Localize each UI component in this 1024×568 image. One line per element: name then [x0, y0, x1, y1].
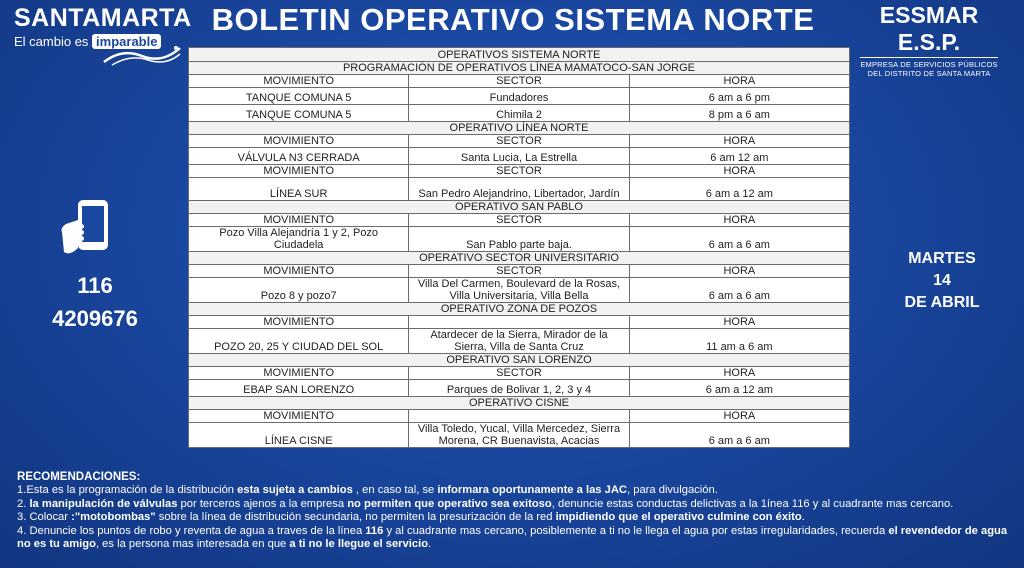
recommendation-text: sobre la línea de distribución secundaria, no permiten la presurización de la red [155, 511, 556, 524]
essmar-logo [850, 2, 1008, 78]
cell-movimiento: LÍNEA CISNE [189, 423, 409, 448]
table-row [189, 148, 850, 165]
header-sector [409, 410, 629, 423]
table-row [189, 278, 850, 303]
santamarta-brand: SANTAMARTA [14, 4, 192, 32]
header-movimiento: MOVIMIENTO [189, 367, 409, 380]
contact-phone-number: 4209676 [52, 306, 138, 331]
cell-sector: Villa Toledo, Yucal, Villa Mercedez, Sierra Morena, CR Buenavista, Acacias [409, 423, 629, 448]
cell-sector: Fundadores [409, 88, 629, 105]
recommendation-text: por terceros ajenos a la empresa [177, 497, 348, 510]
recommendations [17, 471, 1011, 551]
header-sector: SECTOR [409, 214, 629, 227]
recommendation-item [17, 525, 1011, 552]
recommendation-text: y al cuadrante mas cercano, posiblemente a ti no le llega el agua por estas irregularidades, recuerda [383, 524, 889, 537]
section-row [189, 62, 850, 75]
cell-hora: 6 am a 6 am [629, 227, 849, 252]
recommendation-item [17, 511, 1011, 524]
recommendation-emphasis: el revendedor de agua no es tu amigo [17, 524, 1008, 551]
recommendation-text: , es la persona mas interesada en que [95, 538, 290, 551]
header-movimiento: MOVIMIENTO [189, 265, 409, 278]
table-row [189, 105, 850, 122]
column-header-row [189, 367, 850, 380]
cell-movimiento: VÁLVULA N3 CERRADA [189, 148, 409, 165]
date-month: DE ABRIL [904, 294, 980, 311]
section-row [189, 201, 850, 214]
recommendation-emphasis: a ti no le llegue el servicio [289, 538, 429, 551]
cell-movimiento: TANQUE COMUNA 5 [189, 105, 409, 122]
header-hora: HORA [629, 214, 849, 227]
header-hora: HORA [629, 316, 849, 329]
column-header-row [189, 316, 850, 329]
section-title: OPERATIVO SAN LORENZO [189, 354, 850, 367]
section-row [189, 354, 850, 367]
cell-hora: 6 am a 6 am [629, 278, 849, 303]
date-number: 14 [933, 272, 951, 289]
header-sector: SECTOR [409, 265, 629, 278]
table-title-row [189, 48, 850, 62]
cell-movimiento: TANQUE COMUNA 5 [189, 88, 409, 105]
recommendation-emphasis: no permiten que operativo sea exitoso [347, 497, 552, 510]
header-movimiento: MOVIMIENTO [189, 135, 409, 148]
header-sector: SECTOR [409, 135, 629, 148]
header-hora: HORA [629, 135, 849, 148]
header-hora: HORA [629, 165, 849, 178]
header-sector: SECTOR [409, 367, 629, 380]
page-title: BOLETIN OPERATIVO SISTEMA NORTE [211, 2, 815, 37]
table-row [189, 88, 850, 105]
cell-movimiento: POZO 20, 25 Y CIUDAD DEL SOL [189, 329, 409, 354]
header-sector [409, 316, 629, 329]
cell-hora: 11 am a 6 am [629, 329, 849, 354]
table-row [189, 227, 850, 252]
column-header-row [189, 75, 850, 88]
cell-movimiento: Pozo 8 y pozo7 [189, 278, 409, 303]
section-title: OPERATIVO SAN PABLO [189, 201, 850, 214]
table-row [189, 380, 850, 397]
recommendation-emphasis: informara oportunamente a las JAC [437, 484, 627, 497]
recommendation-text: , en caso tal, se [352, 484, 438, 497]
recommendation-item [17, 498, 1011, 511]
header-hora: HORA [629, 367, 849, 380]
contact-line-number: 116 [77, 273, 113, 298]
table-row [189, 329, 850, 354]
recommendation-text: . [801, 511, 805, 524]
section-row [189, 303, 850, 316]
recommendations-heading: RECOMENDACIONES: [17, 471, 141, 483]
recommendation-text: . [428, 538, 432, 551]
recommendation-emphasis: la manipulación de válvulas [29, 497, 178, 510]
column-header-row [189, 265, 850, 278]
table-title: OPERATIVOS SISTEMA NORTE [189, 48, 850, 62]
column-header-row [189, 214, 850, 227]
cell-hora: 6 am a 12 am [629, 380, 849, 397]
essmar-subtitle-2: DEL DISTRITO DE SANTA MARTA [867, 69, 991, 78]
table-row [189, 178, 850, 201]
recommendation-emphasis: :"motobombas" [71, 511, 156, 524]
recommendation-text: 4. Denuncie los puntos de robo y reventa de agua a traves de la línea [17, 524, 366, 537]
cell-hora: 6 am 12 am [629, 148, 849, 165]
cell-hora: 6 am a 6 am [629, 423, 849, 448]
header-movimiento: MOVIMIENTO [189, 316, 409, 329]
column-header-row [189, 410, 850, 423]
cell-sector: Parques de Bolivar 1, 2, 3 y 4 [409, 380, 629, 397]
header-hora: HORA [629, 265, 849, 278]
phone-hand-icon [58, 198, 118, 260]
recommendation-emphasis: impidiendo que el operativo culmine con éxito [555, 511, 802, 524]
cell-hora: 6 am a 12 am [629, 178, 849, 201]
section-row [189, 252, 850, 265]
date-day: MARTES [908, 250, 976, 267]
cell-hora: 6 am a 6 pm [629, 88, 849, 105]
essmar-subtitle-1: EMPRESA DE SERVICIOS PÚBLICOS [860, 60, 998, 69]
tagline-prefix: El cambio es [14, 34, 89, 49]
header-hora: HORA [629, 410, 849, 423]
recommendation-text: , denuncie estas conductas delictivas a la 1ínea 116 y al cuadrante mas cercano. [551, 497, 954, 510]
section-title: OPERATIVO CISNE [189, 397, 850, 410]
cell-sector: Chimila 2 [409, 105, 629, 122]
header-hora: HORA [629, 75, 849, 88]
header-sector: SECTOR [409, 75, 629, 88]
cell-sector: Villa Del Carmen, Boulevard de la Rosas, Villa Universitaria, Villa Bella [409, 278, 629, 303]
cell-sector: Santa Lucia, La Estrella [409, 148, 629, 165]
header-movimiento: MOVIMIENTO [189, 214, 409, 227]
header-sector: SECTOR [409, 165, 629, 178]
cell-movimiento: EBAP SAN LORENZO [189, 380, 409, 397]
header-movimiento: MOVIMIENTO [189, 75, 409, 88]
cell-sector: San Pedro Alejandrino, Libertador, Jardín [409, 178, 629, 201]
cell-sector: San Pablo parte baja. [409, 227, 629, 252]
bulletin-date [890, 248, 994, 314]
tagline-highlight: imparable [92, 34, 161, 49]
section-row [189, 122, 850, 135]
section-row [189, 397, 850, 410]
cell-movimiento: Pozo Villa Alejandría 1 y 2, Pozo Ciudadela [189, 227, 409, 252]
cell-hora: 8 pm a 6 am [629, 105, 849, 122]
recommendation-emphasis: esta sujeta a cambios [237, 484, 353, 497]
section-title: PROGRAMACIÓN DE OPERATIVOS LÍNEA MAMATOCO-SAN JORGE [189, 62, 850, 75]
logo-divider [860, 57, 998, 58]
section-title: OPERATIVO ZONA DE POZOS [189, 303, 850, 316]
operations-table [188, 47, 850, 448]
recommendation-text: 3. Colocar [17, 511, 72, 524]
recommendations-list [17, 484, 1011, 551]
wave-icon [102, 44, 182, 66]
santamarta-logo [14, 4, 192, 66]
column-header-row [189, 165, 850, 178]
cell-movimiento: LÍNEA SUR [189, 178, 409, 201]
recommendation-emphasis: 116 [365, 524, 384, 537]
recommendation-item [17, 484, 1011, 497]
section-title: OPERATIVO LÍNEA NORTE [189, 122, 850, 135]
cell-sector: Atardecer de la Sierra, Mirador de la Sierra, Villa de Santa Cruz [409, 329, 629, 354]
section-title: OPERATIVO SECTOR UNIVERSITARIO [189, 252, 850, 265]
header-movimiento: MOVIMIENTO [189, 410, 409, 423]
column-header-row [189, 135, 850, 148]
recommendation-text: , para divulgación. [627, 484, 718, 497]
table-row [189, 423, 850, 448]
header-movimiento: MOVIMIENTO [189, 165, 409, 178]
recommendation-text: 2. [17, 497, 30, 510]
essmar-brand: ESSMAR E.S.P. [879, 2, 979, 55]
recommendation-text: 1.Esta es la programación de la distribución [17, 484, 238, 497]
